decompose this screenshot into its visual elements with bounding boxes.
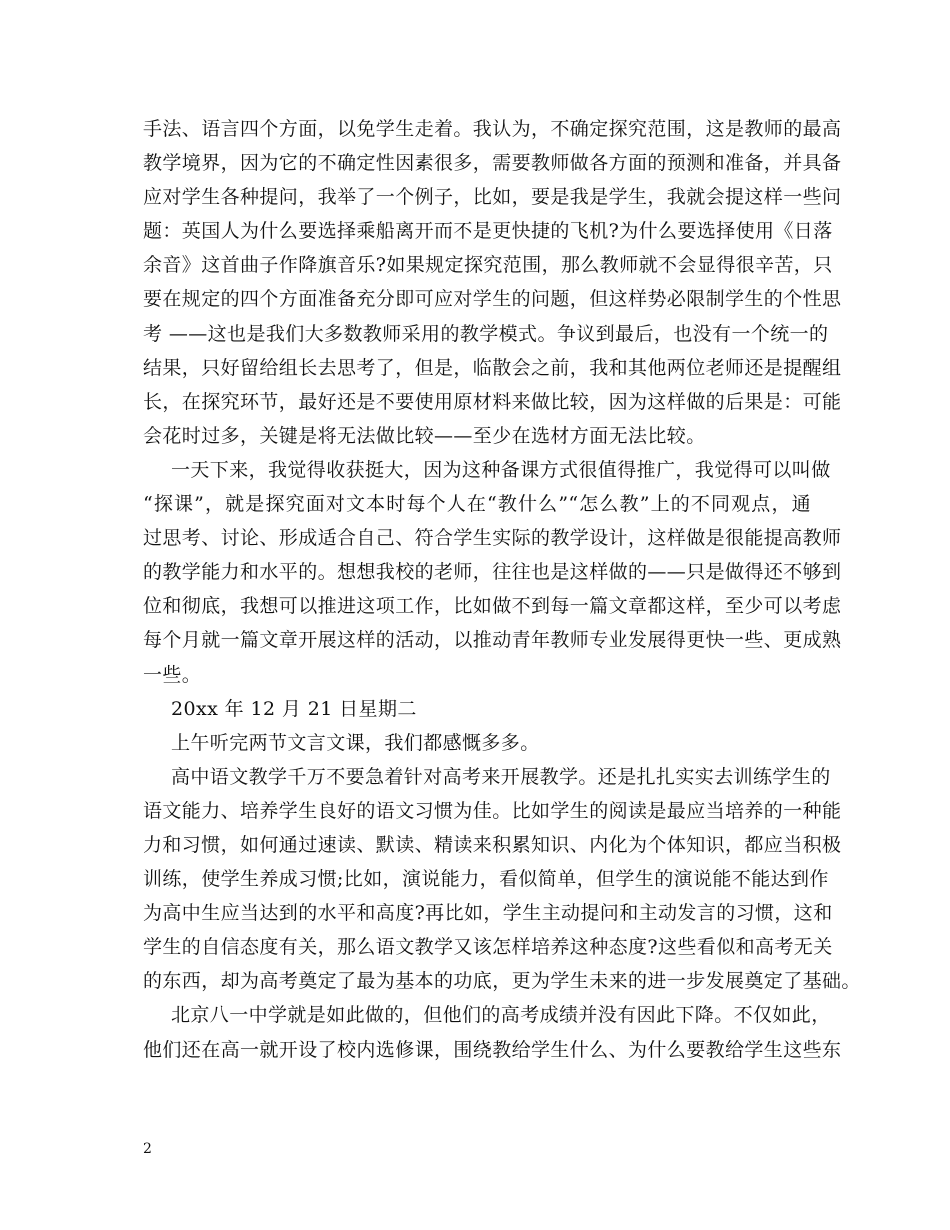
text-line: 考 ——这也是我们大多数教师采用的教学模式。争议到最后，也没有一个统一的 xyxy=(143,322,829,345)
text-line: 上午听完两节文言文课，我们都感慨多多。 xyxy=(171,731,540,754)
paragraph xyxy=(143,998,842,1066)
text-line: 的东西，却为高考奠定了最为基本的功底，更为学生未来的进一步发展奠定了基础。 xyxy=(143,970,861,993)
text-line: 一天下来，我觉得收获挺大，因为这种备课方式很值得推广，我觉得可以叫做 xyxy=(171,458,831,481)
text-line: 学生的自信态度有关，那么语文教学又该怎样培养这种态度?这些看似和高考无关 xyxy=(143,936,833,959)
page-number: 2 xyxy=(143,1141,152,1157)
text-line: 教学境界，因为它的不确定性因素很多，需要教师做各方面的预测和准备，并具备 xyxy=(143,152,842,175)
text-line: 每个月就一篇文章开展这样的活动，以推动青年教师专业发展得更快一些、更成熟 xyxy=(143,629,842,652)
text-line: 他们还在高一就开设了校内选修课，围绕教给学生什么、为什么要教给学生这些东 xyxy=(143,1038,842,1061)
text-line: 位和彻底，我想可以推进这项工作，比如做不到每一篇文章都这样，至少可以考虑 xyxy=(143,595,842,618)
paragraph xyxy=(143,453,842,692)
text-line: 的教学能力和水平的。想想我校的老师，往往也是这样做的——只是做得还不够到 xyxy=(143,561,842,584)
text-line: 过思考、讨论、形成适合自己、符合学生实际的教学设计，这样做是很能提高教师 xyxy=(143,527,842,550)
paragraph xyxy=(143,760,861,999)
document-body xyxy=(143,112,861,1067)
text-line: 高中语文教学千万不要急着针对高考来开展教学。还是扎扎实实去训练学生的 xyxy=(171,765,831,788)
text-line: 应对学生各种提问，我举了一个例子，比如，要是我是学生，我就会提这样一些问 xyxy=(143,186,842,209)
text-line: 余音》这首曲子作降旗音乐?如果规定探究范围，那么教师就不会显得很辛苦，只 xyxy=(143,254,833,277)
text-line: 会花时过多，关键是将无法做比较——至少在选材方面无法比较。 xyxy=(143,424,706,447)
text-line: 力和习惯，如何通过速读、默读、精读来积累知识、内化为个体知识，都应当积极 xyxy=(143,833,842,856)
text-line: 手法、语言四个方面，以免学生走着。我认为，不确定探究范围，这是教师的最高 xyxy=(143,118,842,140)
paragraph xyxy=(143,726,811,760)
paragraph xyxy=(143,112,842,453)
text-line: 北京八一中学就是如此做的，但他们的高考成绩并没有因此下降。不仅如此， xyxy=(171,1004,831,1027)
text-line: 题：英国人为什么要选择乘船离开而不是更快捷的飞机?为什么要选择使用《日落 xyxy=(143,220,833,243)
date-paragraph xyxy=(143,692,811,726)
date-line: 20xx 年 12 月 21 日星期二 xyxy=(171,697,417,720)
text-line: “探课”，就是探究面对文本时每个人在“教什么”“怎么教”上的不同观点，通 xyxy=(143,493,811,516)
text-line: 结果，只好留给组长去思考了，但是，临散会之前，我和其他两位老师还是提醒组 xyxy=(143,356,842,379)
text-line: 一些。 xyxy=(143,663,202,686)
text-line: 为高中生应当达到的水平和高度?再比如，学生主动提问和主动发言的习惯，这和 xyxy=(143,902,833,925)
text-line: 训练，使学生养成习惯;比如，演说能力，看似简单，但学生的演说能不能达到作 xyxy=(143,868,829,891)
text-line: 要在规定的四个方面准备充分即可应对学生的问题，但这样势必限制学生的个性思 xyxy=(143,288,842,311)
text-line: 长，在探究环节，最好还是不要使用原材料来做比较，因为这样做的后果是：可能 xyxy=(143,390,842,413)
text-line: 语文能力、培养学生良好的语文习惯为佳。比如学生的阅读是最应当培养的一种能 xyxy=(143,799,842,822)
